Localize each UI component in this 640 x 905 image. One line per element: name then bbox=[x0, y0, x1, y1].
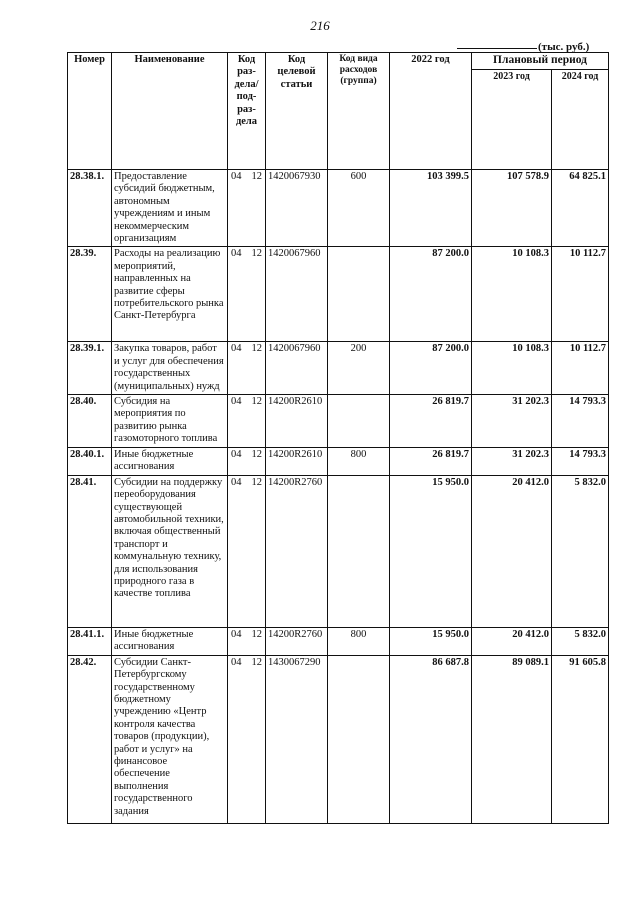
row-name: Предоставление субсидий бюджетным, автономным учреждениям и иным некоммерческим организациям bbox=[112, 170, 228, 247]
header-expense-type: Код вида расходов (группа) bbox=[328, 53, 390, 170]
row-subsection-code: 12 bbox=[251, 343, 262, 355]
row-section-code: 04 bbox=[231, 476, 242, 488]
header-2023: 2023 год bbox=[472, 70, 552, 170]
table-row bbox=[68, 247, 609, 342]
row-section-code: 04 bbox=[231, 448, 242, 460]
row-name: Иные бюджетные ассигнования bbox=[112, 627, 228, 655]
row-number: 28.41.1. bbox=[68, 627, 112, 655]
row-value-2023: 20 412.0 bbox=[472, 627, 552, 655]
header-number: Номер bbox=[68, 53, 112, 170]
row-section bbox=[228, 342, 266, 395]
row-number: 28.39. bbox=[68, 247, 112, 342]
row-value-2023: 10 108.3 bbox=[472, 247, 552, 342]
row-expense-code bbox=[328, 247, 390, 342]
row-expense-code: 800 bbox=[328, 627, 390, 655]
row-target-code: 1420067960 bbox=[266, 247, 328, 342]
row-number: 28.42. bbox=[68, 655, 112, 823]
row-target-code: 1420067960 bbox=[266, 342, 328, 395]
page-number: 216 bbox=[310, 18, 330, 33]
row-expense-code: 800 bbox=[328, 447, 390, 475]
row-number: 28.39.1. bbox=[68, 342, 112, 395]
row-name: Субсидия на мероприятия по развитию рынка газомоторного топлива bbox=[112, 395, 228, 448]
row-section-code: 04 bbox=[231, 396, 242, 408]
table-row bbox=[68, 655, 609, 823]
row-subsection-code: 12 bbox=[251, 171, 262, 182]
row-value-2024: 10 112.7 bbox=[552, 342, 609, 395]
header-section: Код раз-дела/ под-раз-дела bbox=[228, 53, 266, 170]
row-name: Субсидии на поддержку переоборудования существующей автомобильной техники, включая общественный транспорт и коммунальную технику, для использования природного газа в качестве топлива bbox=[112, 475, 228, 627]
row-value-2022: 26 819.7 bbox=[390, 395, 472, 448]
row-target-code: 14200R2610 bbox=[266, 447, 328, 475]
row-section-code: 04 bbox=[231, 248, 242, 260]
table-row bbox=[68, 447, 609, 475]
row-target-code: 14200R2760 bbox=[266, 627, 328, 655]
row-value-2024: 91 605.8 bbox=[552, 655, 609, 823]
row-subsection-code: 12 bbox=[251, 248, 262, 260]
row-expense-code bbox=[328, 655, 390, 823]
header-name: Наименование bbox=[112, 53, 228, 170]
row-section bbox=[228, 627, 266, 655]
row-value-2023: 20 412.0 bbox=[472, 475, 552, 627]
row-section bbox=[228, 247, 266, 342]
row-section bbox=[228, 170, 266, 247]
row-value-2023: 31 202.3 bbox=[472, 395, 552, 448]
row-target-code: 1430067290 bbox=[266, 655, 328, 823]
row-section-code: 04 bbox=[231, 171, 242, 182]
row-value-2024: 10 112.7 bbox=[552, 247, 609, 342]
header-2022: 2022 год bbox=[390, 53, 472, 170]
table-row bbox=[68, 395, 609, 448]
row-value-2024: 5 832.0 bbox=[552, 627, 609, 655]
row-expense-code: 600 bbox=[328, 170, 390, 247]
header-2024: 2024 год bbox=[552, 70, 609, 170]
row-section bbox=[228, 475, 266, 627]
row-value-2022: 15 950.0 bbox=[390, 475, 472, 627]
row-section bbox=[228, 447, 266, 475]
row-number: 28.38.1. bbox=[68, 170, 112, 247]
header-row bbox=[68, 53, 609, 70]
row-value-2022: 86 687.8 bbox=[390, 655, 472, 823]
row-section-code: 04 bbox=[231, 656, 242, 668]
row-value-2024: 64 825.1 bbox=[552, 170, 609, 247]
row-value-2022: 87 200.0 bbox=[390, 342, 472, 395]
row-section-code: 04 bbox=[231, 628, 242, 640]
table-row bbox=[68, 627, 609, 655]
row-subsection-code: 12 bbox=[251, 448, 262, 460]
row-name: Закупка товаров, работ и услуг для обеспечения государственных (муниципальных) нужд bbox=[112, 342, 228, 395]
row-value-2023: 107 578.9 bbox=[472, 170, 552, 247]
table-row bbox=[68, 342, 609, 395]
row-value-2023: 10 108.3 bbox=[472, 342, 552, 395]
units-underline bbox=[457, 48, 537, 49]
row-subsection-code: 12 bbox=[251, 628, 262, 640]
row-section-code: 04 bbox=[231, 343, 242, 355]
row-section bbox=[228, 395, 266, 448]
row-expense-code bbox=[328, 475, 390, 627]
row-value-2022: 87 200.0 bbox=[390, 247, 472, 342]
row-value-2022: 103 399.5 bbox=[390, 170, 472, 247]
row-subsection-code: 12 bbox=[251, 656, 262, 668]
row-name: Иные бюджетные ассигнования bbox=[112, 447, 228, 475]
row-number: 28.41. bbox=[68, 475, 112, 627]
row-target-code: 1420067930 bbox=[266, 170, 328, 247]
header-planned-period: Плановый период bbox=[472, 53, 609, 70]
row-name: Расходы на реализацию мероприятий, направленных на развитие сферы потребительского рынка Санкт-Петербурга bbox=[112, 247, 228, 342]
row-number: 28.40.1. bbox=[68, 447, 112, 475]
row-value-2024: 14 793.3 bbox=[552, 447, 609, 475]
budget-table bbox=[67, 52, 609, 824]
table-row bbox=[68, 475, 609, 627]
row-number: 28.40. bbox=[68, 395, 112, 448]
table-body bbox=[68, 170, 609, 824]
header-target: Код целевой статьи bbox=[266, 53, 328, 170]
row-expense-code: 200 bbox=[328, 342, 390, 395]
row-value-2023: 31 202.3 bbox=[472, 447, 552, 475]
row-value-2022: 15 950.0 bbox=[390, 627, 472, 655]
row-section bbox=[228, 655, 266, 823]
row-value-2024: 5 832.0 bbox=[552, 475, 609, 627]
table-row bbox=[68, 170, 609, 247]
row-target-code: 14200R2610 bbox=[266, 395, 328, 448]
row-value-2022: 26 819.7 bbox=[390, 447, 472, 475]
row-expense-code bbox=[328, 395, 390, 448]
row-subsection-code: 12 bbox=[251, 396, 262, 408]
row-name: Субсидии Санкт-Петербургскому государственному бюджетному учреждению «Центр контроля качества товаров (продукции), работ и услуг» на финансовое обеспечение выполнения государственного задания bbox=[112, 655, 228, 823]
units-label: (тыс. руб.) bbox=[538, 41, 590, 53]
row-subsection-code: 12 bbox=[251, 476, 262, 488]
row-value-2024: 14 793.3 bbox=[552, 395, 609, 448]
row-value-2023: 89 089.1 bbox=[472, 655, 552, 823]
row-target-code: 14200R2760 bbox=[266, 475, 328, 627]
